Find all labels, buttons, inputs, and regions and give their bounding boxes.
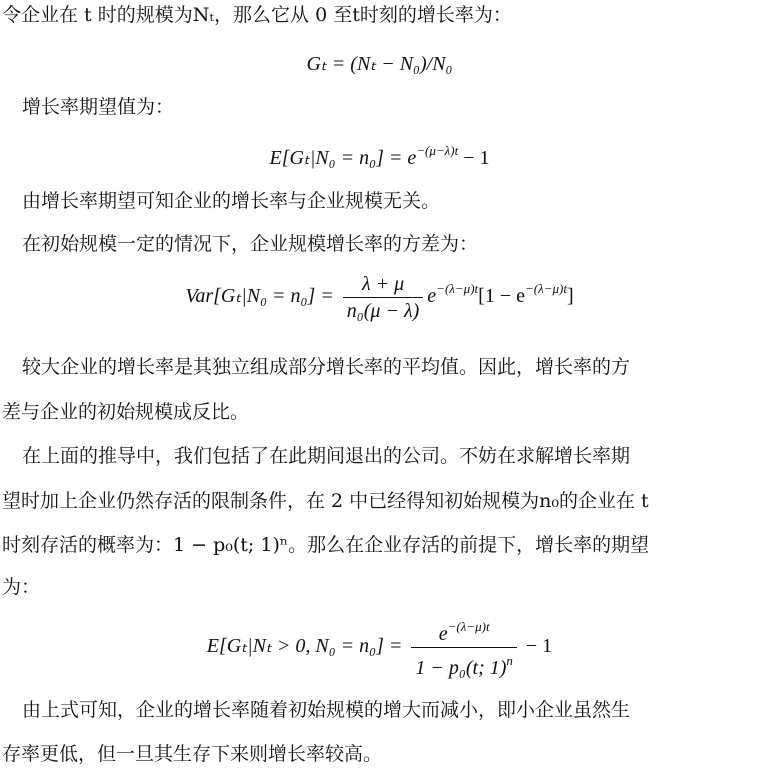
formula-conditional-numerator-exponent: −(λ−μ)t xyxy=(447,619,490,634)
paragraph-variance-heading: 在初始规模一定的情况下，企业规模增长率的方差为： xyxy=(22,233,479,255)
paragraph-larger-firms-line-2: 差与企业的初始规模成反比。 xyxy=(2,401,250,423)
formula-variance-fraction xyxy=(343,271,423,324)
formula-variance-exponent-2: −(λ−μ)t xyxy=(524,281,567,297)
formula-conditional-lhs: E[Gₜ|Nₜ > 0, N₀ = n₀] = xyxy=(206,635,408,658)
paragraph-derivation-line-2: 望时加上企业仍然存活的限制条件，在 2 中已经得知初始规模为n₀的企业在 t xyxy=(2,490,649,512)
paragraph-intro: 令企业在 t 时的规模为Nₜ，那么它从 0 至t时刻的增长率为： xyxy=(2,4,512,26)
formula-conditional-rhs: − 1 xyxy=(520,635,553,658)
formula-expectation xyxy=(0,137,759,172)
paragraph-larger-firms-line-1: 较大企业的增长率是其独立组成部分增长率的平均值。因此，增长率的方 xyxy=(22,356,631,378)
formula-growth-rate xyxy=(0,50,759,78)
paragraph-independence: 由增长率期望可知企业的增长率与企业规模无关。 xyxy=(22,190,441,212)
formula-variance-bracket: [1 − e xyxy=(478,285,525,308)
paragraph-derivation-line-1: 在上面的推导中，我们包括了在此期间退出的公司。不妨在求解增长率期 xyxy=(22,445,631,467)
formula-conditional-denominator-text: 1 − p₀(t; 1) xyxy=(415,657,507,679)
formula-variance-numerator: λ + μ xyxy=(343,271,423,298)
formula-expectation-lhs: E[Gₜ|N₀ = n₀] = e xyxy=(269,147,417,169)
formula-variance-denominator: n₀(μ − λ) xyxy=(346,300,420,322)
formula-variance-lhs: Var[Gₜ|N₀ = n₀] = xyxy=(185,285,339,308)
formula-conditional-fraction xyxy=(411,614,517,681)
paragraph-conclusion-line-1: 由上式可知，企业的增长率随着初始规模的增大而减小，即小企业虽然生 xyxy=(22,699,631,721)
formula-variance-close: ] xyxy=(566,285,574,308)
formula-conditional-expectation xyxy=(0,614,759,681)
formula-growth-rate-text: Gₜ = (Nₜ − N₀)/N₀ xyxy=(306,53,453,75)
formula-conditional-numerator xyxy=(411,614,517,648)
paragraph-expectation-heading: 增长率期望值为： xyxy=(22,96,175,118)
formula-conditional-denominator-exponent: n xyxy=(506,653,513,668)
formula-variance xyxy=(0,271,759,324)
formula-conditional-numerator-e: e xyxy=(438,623,448,645)
formula-conditional-denominator xyxy=(411,648,517,681)
formula-expectation-exponent: −(μ−λ)t xyxy=(416,143,459,158)
formula-variance-e: e xyxy=(427,285,437,308)
paragraph-derivation-line-3: 时刻存活的概率为：1 − p₀(t; 1)ⁿ。那么在企业存活的前提下，增长率的期望 xyxy=(2,534,650,556)
formula-expectation-rhs: − 1 xyxy=(458,147,490,169)
paragraph-derivation-line-4: 为： xyxy=(2,576,41,598)
paragraph-conclusion-line-2: 存率更低，但一旦其生存下来则增长率较高。 xyxy=(2,743,383,765)
formula-variance-exponent-1: −(λ−μ)t xyxy=(436,281,479,297)
